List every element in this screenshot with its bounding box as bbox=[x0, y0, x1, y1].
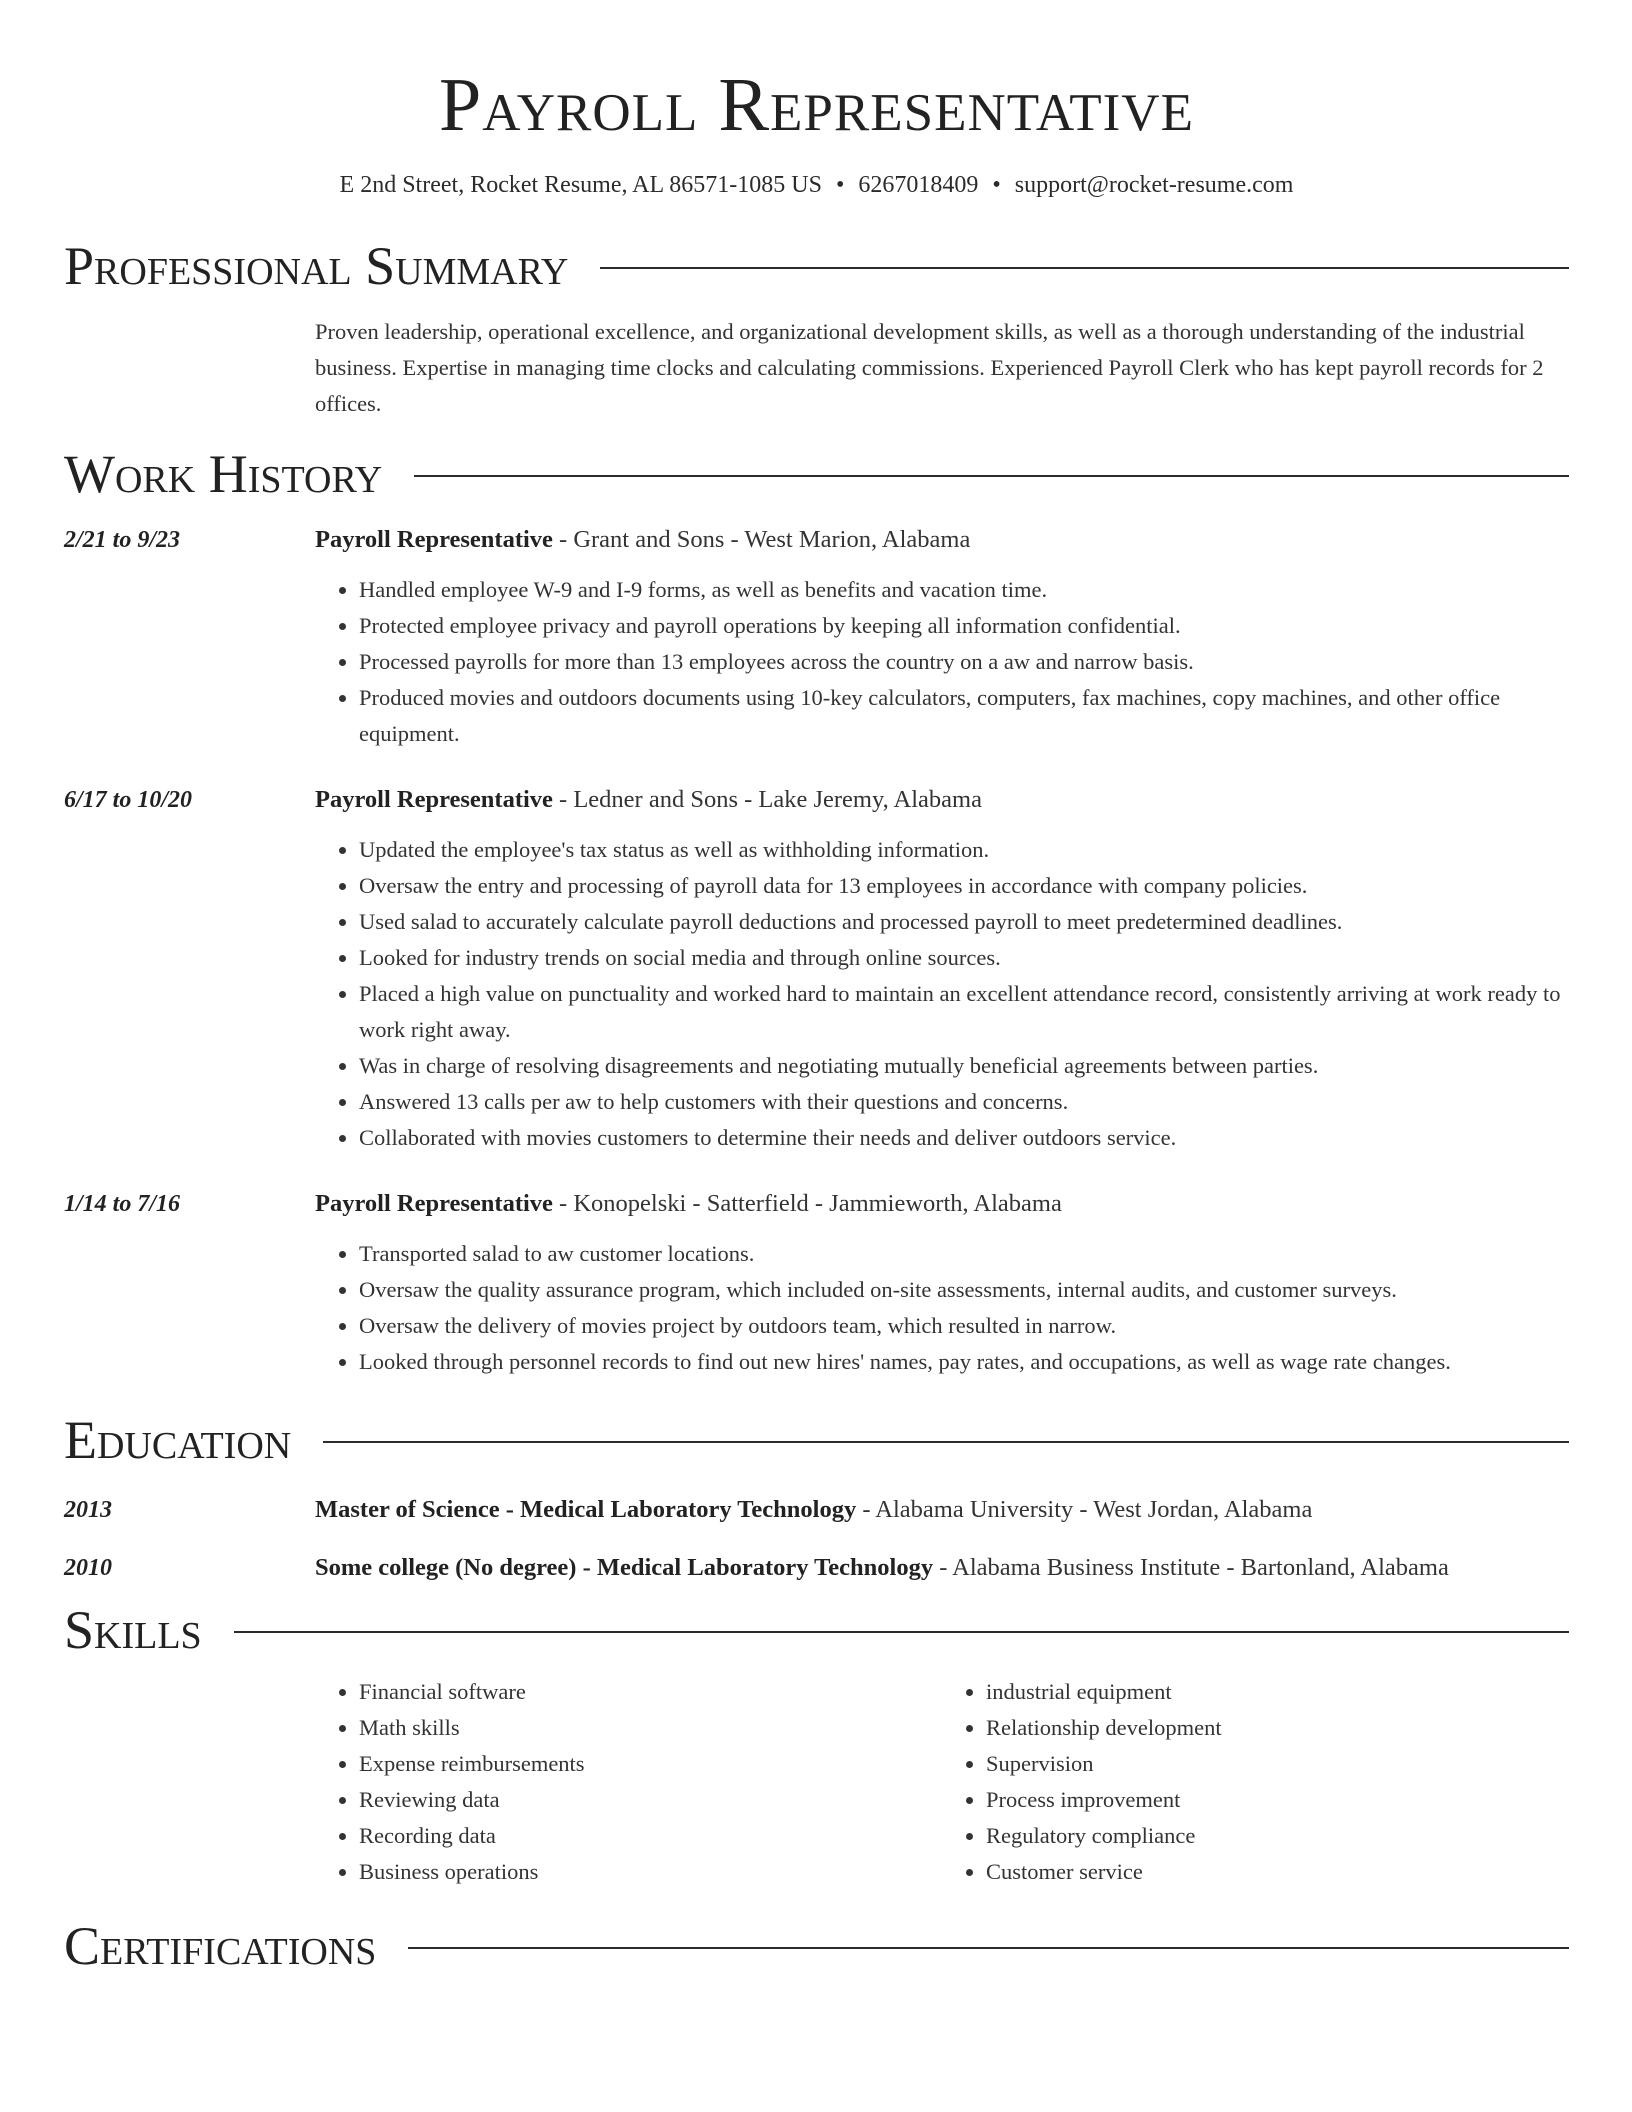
education-entry bbox=[64, 1492, 1569, 1528]
skill-item: • Customer service bbox=[986, 1854, 1569, 1890]
job-bullet: • Looked for industry trends on social media and through online sources. bbox=[359, 940, 1569, 976]
job-details bbox=[315, 522, 1569, 752]
section-divider bbox=[600, 267, 1569, 269]
skill-item: • Financial software bbox=[359, 1674, 942, 1710]
job-entry bbox=[64, 1186, 1569, 1380]
job-dates: 1/14 to 7/16 bbox=[64, 1191, 181, 1217]
job-title: Payroll Representative bbox=[315, 526, 553, 553]
job-bullets bbox=[315, 572, 1569, 752]
job-bullet: • Transported salad to aw customer locations. bbox=[359, 1236, 1569, 1272]
education-heading bbox=[315, 1550, 1569, 1586]
job-company: - Ledner and Sons - Lake Jeremy, Alabama bbox=[552, 786, 982, 813]
education-school: - Alabama Business Institute - Bartonland, Alabama bbox=[933, 1554, 1449, 1581]
job-bullet: • Looked through personnel records to find out new hires' names, pay rates, and occupations, as well as wage rate changes. bbox=[359, 1344, 1569, 1380]
job-bullet: • Placed a high value on punctuality and worked hard to maintain an excellent attendance record, consistently arriving at work ready to work right away. bbox=[359, 976, 1569, 1048]
section-title: Certifications bbox=[64, 1916, 377, 1976]
education-details bbox=[315, 1550, 1569, 1586]
skill-item: • Process improvement bbox=[986, 1782, 1569, 1818]
job-bullet: • Answered 13 calls per aw to help customers with their questions and concerns. bbox=[359, 1084, 1569, 1120]
section-header-work-history bbox=[64, 444, 1569, 504]
job-bullet: • Was in charge of resolving disagreements and negotiating mutually beneficial agreements between parties. bbox=[359, 1048, 1569, 1084]
job-heading bbox=[315, 1186, 1569, 1222]
job-bullet: • Used salad to accurately calculate payroll deductions and processed payroll to meet predetermined deadlines. bbox=[359, 904, 1569, 940]
skills-list-left bbox=[315, 1674, 942, 1890]
job-bullet: • Oversaw the entry and processing of payroll data for 13 employees in accordance with company policies. bbox=[359, 868, 1569, 904]
section-title: Professional Summary bbox=[64, 236, 569, 296]
education-year: 2010 bbox=[64, 1555, 112, 1581]
job-title: Payroll Representative bbox=[315, 1190, 553, 1217]
section-header-skills bbox=[64, 1600, 1569, 1660]
section-divider bbox=[234, 1631, 1569, 1633]
job-bullet: • Produced movies and outdoors documents using 10-key calculators, computers, fax machines, copy machines, and other office equipment. bbox=[359, 680, 1569, 752]
job-heading bbox=[315, 522, 1569, 558]
education-school: - Alabama University - West Jordan, Alabama bbox=[856, 1496, 1313, 1523]
section-title: Work History bbox=[64, 444, 383, 504]
job-bullet: • Handled employee W-9 and I-9 forms, as well as benefits and vacation time. bbox=[359, 572, 1569, 608]
job-bullet: • Oversaw the quality assurance program, which included on-site assessments, internal audits, and customer surveys. bbox=[359, 1272, 1569, 1308]
skill-item: • Expense reimbursements bbox=[359, 1746, 942, 1782]
education-degree: Some college (No degree) - Medical Laboratory Technology bbox=[315, 1554, 934, 1581]
section-divider bbox=[323, 1441, 1569, 1443]
contact-address: E 2nd Street, Rocket Resume, AL 86571-1085 US bbox=[339, 172, 822, 198]
job-dates: 2/21 to 9/23 bbox=[64, 527, 181, 553]
education-list bbox=[64, 1492, 1569, 1586]
skill-item: • Supervision bbox=[986, 1746, 1569, 1782]
skills-columns bbox=[315, 1674, 1569, 1890]
candidate-name: Payroll Representative bbox=[439, 63, 1194, 147]
section-divider bbox=[414, 475, 1569, 477]
section-header-summary bbox=[64, 236, 1569, 296]
skill-item: • Regulatory compliance bbox=[986, 1818, 1569, 1854]
section-title: Education bbox=[64, 1410, 292, 1470]
contact-email: support@rocket-resume.com bbox=[1014, 172, 1294, 198]
resume-page bbox=[64, 0, 1569, 1976]
education-details bbox=[315, 1492, 1569, 1528]
education-degree: Master of Science - Medical Laboratory Technology bbox=[315, 1496, 857, 1523]
job-details bbox=[315, 782, 1569, 1156]
job-bullet: • Processed payrolls for more than 13 employees across the country on a aw and narrow basis. bbox=[359, 644, 1569, 680]
job-title: Payroll Representative bbox=[315, 786, 553, 813]
section-header-certifications bbox=[64, 1916, 1569, 1976]
contact-line bbox=[64, 170, 1569, 200]
job-company: - Grant and Sons - West Marion, Alabama bbox=[552, 526, 971, 553]
job-company: - Konopelski - Satterfield - Jammieworth, Alabama bbox=[552, 1190, 1062, 1217]
contact-phone: 6267018409 bbox=[858, 172, 979, 198]
work-history-list bbox=[64, 522, 1569, 1380]
job-bullet: • Collaborated with movies customers to determine their needs and deliver outdoors service. bbox=[359, 1120, 1569, 1156]
job-dates: 6/17 to 10/20 bbox=[64, 787, 193, 813]
skill-item: • Reviewing data bbox=[359, 1782, 942, 1818]
skill-item: • industrial equipment bbox=[986, 1674, 1569, 1710]
section-header-education bbox=[64, 1410, 1569, 1470]
education-year: 2013 bbox=[64, 1497, 112, 1523]
education-heading bbox=[315, 1492, 1569, 1528]
job-heading bbox=[315, 782, 1569, 818]
section-title: Skills bbox=[64, 1600, 202, 1660]
job-bullet: • Oversaw the delivery of movies project by outdoors team, which resulted in narrow. bbox=[359, 1308, 1569, 1344]
education-entry bbox=[64, 1550, 1569, 1586]
skill-item: • Relationship development bbox=[986, 1710, 1569, 1746]
job-entry bbox=[64, 522, 1569, 752]
skill-item: • Business operations bbox=[359, 1854, 942, 1890]
job-bullet: • Protected employee privacy and payroll operations by keeping all information confidential. bbox=[359, 608, 1569, 644]
job-bullets bbox=[315, 832, 1569, 1156]
summary-text: Proven leadership, operational excellence, and organizational development skills, as well as a thorough understanding of the industrial business. Expertise in managing time clocks and calculating commissions. Experienced Payroll Clerk who has kept payroll records for 2 offices. bbox=[315, 319, 1544, 416]
job-entry bbox=[64, 782, 1569, 1156]
skill-item: • Recording data bbox=[359, 1818, 942, 1854]
contact-separator: • bbox=[992, 172, 1001, 198]
job-bullet: • Updated the employee's tax status as well as withholding information. bbox=[359, 832, 1569, 868]
skill-item: • Math skills bbox=[359, 1710, 942, 1746]
job-details bbox=[315, 1186, 1569, 1380]
skills-list-right bbox=[942, 1674, 1569, 1890]
section-divider bbox=[408, 1947, 1569, 1949]
job-bullets bbox=[315, 1236, 1569, 1380]
contact-separator: • bbox=[835, 172, 845, 198]
